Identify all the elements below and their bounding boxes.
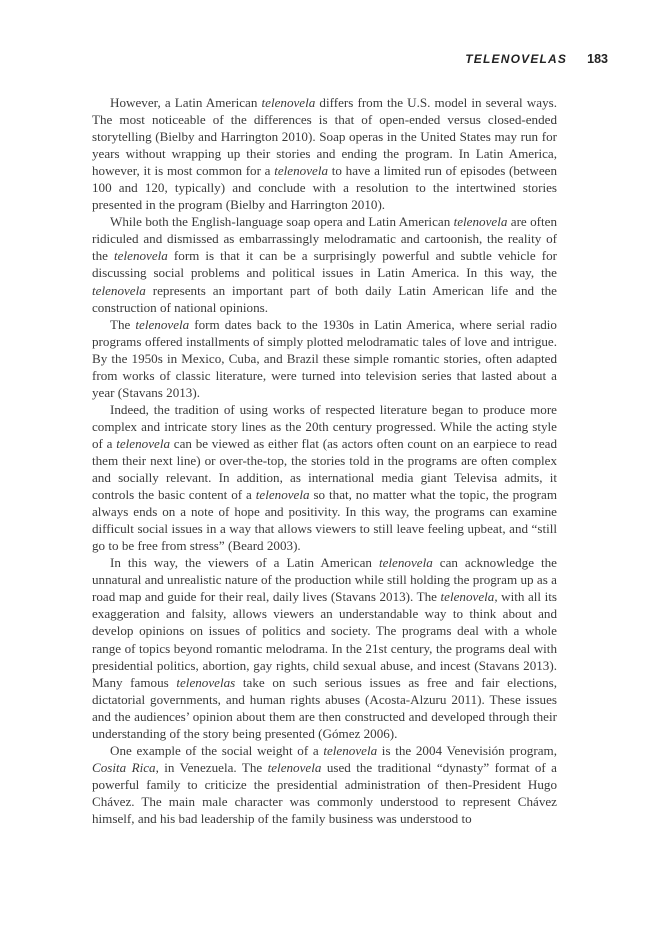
italic-term: telenovela <box>92 282 146 298</box>
running-head <box>110 52 608 66</box>
paragraph-3 <box>92 316 557 401</box>
text-run: so that, no matter what the topic, the program always ends on a note of hope and positivity. In this way, the programs can examine difficult social issues in a way that allows viewers to still leave feeling upbeat, and “still go to be free from stress” (Beard 2003). <box>92 487 558 554</box>
italic-term: telenovela <box>274 163 329 179</box>
paragraph-5 <box>92 554 557 742</box>
italic-term: telenovela <box>267 759 322 775</box>
text-run: used the traditional “dynasty” format of a powerful family to criticize the presidential administration of then-President Hugo Chávez. The main male character was commonly understood to represent Chávez himself, and his bad leadership of the family business was understood to <box>92 759 557 826</box>
text-run: take on such serious issues as free and fair elections, dictatorial governments, and human rights abuses (Acosta-Alzuru 2011). These issues and the audiences’ opinion about them are then constructed and developed through their understanding of the story being presented (Gómez 2006). <box>92 674 557 741</box>
text-run: can be viewed as either flat (as actors often count on an earpiece to read them their next line) or over-the-top, the stories told in the programs are often complex and socially relevant. In addition, as international media giant Televisa admits, it controls the basic content of a <box>92 435 557 503</box>
italic-term: telenovela <box>116 435 171 451</box>
italic-term: telenovela <box>378 555 433 571</box>
text-run: form is that it can be a surprisingly powerful and subtle vehicle for discussing social problems and political issues in Latin America. In this way, the <box>92 248 557 281</box>
italic-term: telenovela <box>261 95 316 110</box>
text-run: One example of the social weight of a <box>110 742 324 758</box>
running-title: TELENOVELAS <box>465 52 568 66</box>
paragraph-6 <box>92 742 557 827</box>
text-run: can acknowledge the unnatural and unrealistic nature of the production while still holding the program up as a road map and guide for their real, daily lives (Stavans 2013). The <box>92 555 557 605</box>
italic-term: telenovela <box>114 248 168 264</box>
paragraph-4 <box>92 401 557 554</box>
paragraph-2 <box>92 213 557 315</box>
italic-term: telenovela <box>135 316 190 332</box>
paragraph-1 <box>92 94 557 213</box>
italic-term: telenovelas <box>176 674 236 690</box>
body-text <box>92 94 557 827</box>
text-run: is the 2004 Venevisión program, <box>377 742 557 758</box>
italic-term: telenovela <box>255 487 310 503</box>
text-run: The <box>110 316 136 332</box>
italic-term: telenovela <box>323 742 378 758</box>
text-run: in Venezuela. The <box>158 759 268 775</box>
text-run: form dates back to the 1930s in Latin America, where serial radio programs offered installments of simply plotted melodramatic tales of love and intrigue. By the 1950s in Mexico, Cuba, and Brazil these simple romantic stories, often adapted from works of classic literature, were turned into television series that lasted about a year (Stavans 2013). <box>92 316 557 400</box>
italic-term: telenovela <box>453 214 508 230</box>
page-number: 183 <box>587 52 608 66</box>
italic-term: telenovela, <box>440 589 498 605</box>
text-run: differs from the U.S. model in several ways. The most noticeable of the differences is that of open-ended versus closed-ended storytelling (Bielby and Harrington 2010). Soap operas in the United States may run for years without wrapping up their stories and ending the program. In Latin America, however, it is most common for a <box>92 95 557 179</box>
text-run: However, a Latin American <box>110 95 262 110</box>
text-run: While both the English-language soap opera and Latin American <box>110 214 454 230</box>
text-run: represents an important part of both daily Latin American life and the construction of national opinions. <box>92 282 557 315</box>
text-run: are often ridiculed and dismissed as embarrassingly melodramatic and cartoonish, the reality of the <box>92 214 557 264</box>
text-run: with all its exaggeration and falsity, allows viewers an understandable way to think about and develop opinions on issues of politics and society. The programs deal with a whole range of topics beyond romantic melodrama. In the 21st century, the programs deal with presidential politics, abortion, gay rights, child sexual abuse, and incest (Stavans 2013). Many famous <box>92 589 557 690</box>
italic-term: Cosita Rica, <box>92 759 159 775</box>
text-run: In this way, the viewers of a Latin American <box>110 555 379 571</box>
text-run: Indeed, the tradition of using works of respected literature began to produce more complex and intricate story lines as the 20th century progressed. While the acting style of a <box>92 401 557 451</box>
text-run: to have a limited run of episodes (between 100 and 120, typically) and conclude with a resolution to the intertwined stories presented in the program (Bielby and Harrington 2010). <box>92 163 557 213</box>
